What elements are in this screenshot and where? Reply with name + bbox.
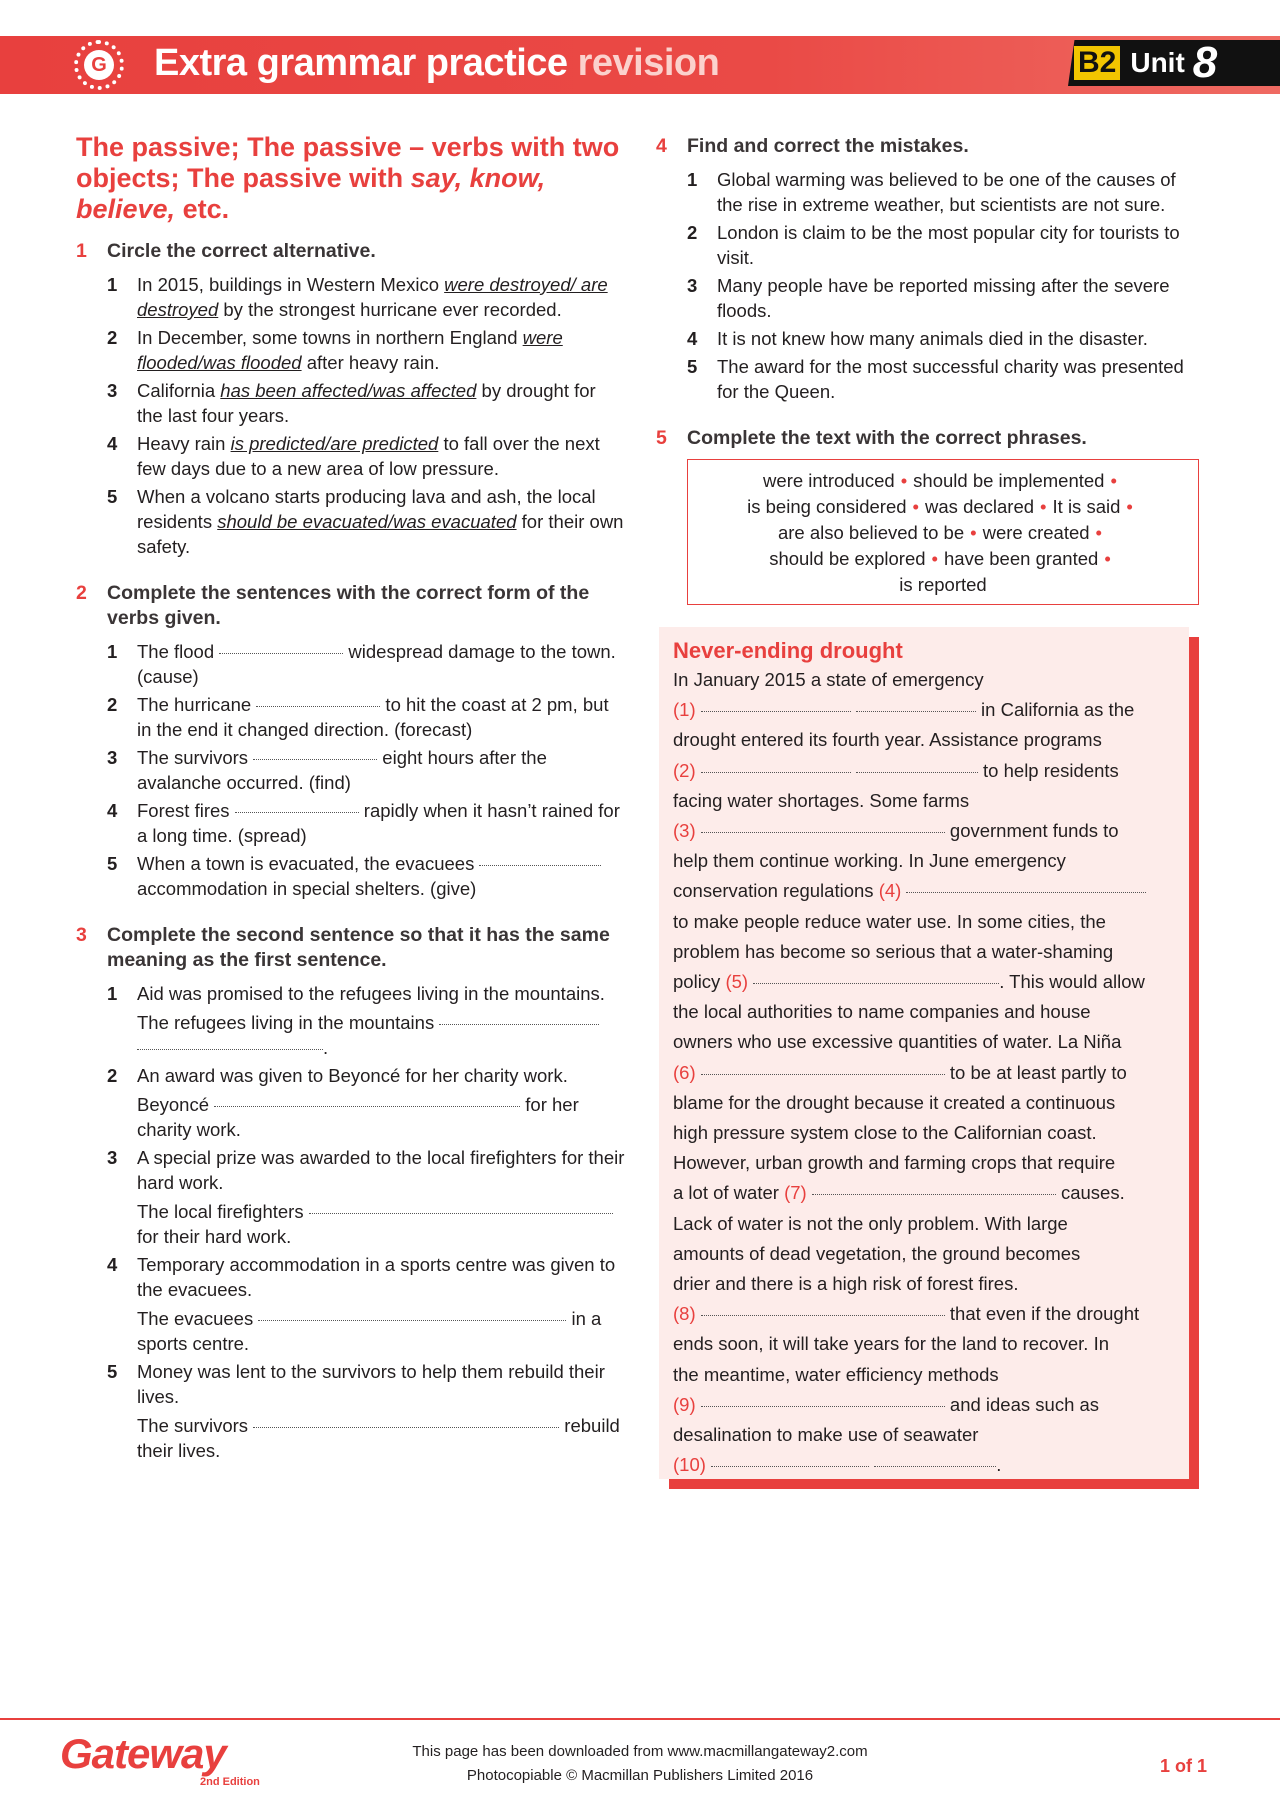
list-item: 3 A special prize was awarded to the local firefighters for their hard work. The local firefighters for their hard work. (107, 1147, 625, 1247)
task-heading: Complete the sentences with the correct form of the verbs given. (107, 582, 590, 629)
gap-2[interactable] (701, 772, 851, 773)
edition-label: 2nd Edition (200, 1776, 260, 1788)
right-column (656, 134, 1204, 1489)
alternative-choice[interactable]: were flooded/was flooded (137, 327, 563, 373)
list-item: 1 In 2015, buildings in Western Mexico were destroyed/ are destroyed by the strongest hurricane ever recorded. (107, 274, 608, 320)
task-heading: Complete the second sentence so that it has the same meaning as the first sentence. (107, 924, 610, 971)
list-item: 4 Heavy rain is predicted/are predicted to fall over the next few days due to a new area of low pressure. (107, 433, 600, 479)
answer-blank[interactable] (309, 1213, 613, 1214)
alternative-choice[interactable]: were destroyed/ are destroyed (137, 274, 608, 320)
left-column (76, 132, 626, 1485)
task-heading: Find and correct the mistakes. (687, 135, 969, 157)
phrase: are also believed to be (777, 522, 965, 543)
section-title: The passive; The passive – verbs with two objects; The passive with say, know, believe, etc. (76, 132, 620, 224)
task-3: 3 Complete the second sentence so that it has the same meaning as the first sentence. 1 Aid was promised to the refugees living in the mountains. The refugees living in the mountains . 2 An award was given to Beyoncé for her charity work. Beyoncé for her charity work. 3 A special prize was awarded to the local firefighters for their hard work. The local firefighters for their hard work. 4 Temporary accommodation in a sports centre was given to the evacuees. The evacuees in a sports centre. 5 Money was lent to the survivors to help them rebuild their lives. The survivors rebuild their lives. (76, 924, 625, 1461)
phrase: is being considered (747, 496, 907, 517)
gap-8[interactable] (701, 1315, 945, 1316)
phrase: should be implemented (913, 470, 1105, 491)
list-item: 5 The award for the most successful charity was presented for the Queen. (687, 356, 1184, 402)
list-item: 4 Temporary accommodation in a sports centre was given to the evacuees. The evacuees in a sports centre. (107, 1254, 616, 1354)
answer-blank[interactable] (253, 1427, 559, 1428)
answer-blank[interactable] (137, 1049, 323, 1050)
answer-blank[interactable] (439, 1024, 599, 1025)
phrase: should be explored (769, 548, 926, 569)
list-item: 3 Many people have be reported missing after the severe floods. (687, 275, 1170, 321)
answer-blank[interactable] (253, 759, 377, 760)
list-item: 4 It is not knew how many animals died in the disaster. (687, 328, 1148, 349)
phrase-box: were introduced • should be implemented • is being considered • was declared • It is said • are also believed to be • were created • should be explored • have been granted • is reported (687, 459, 1199, 605)
list-item: 1 Aid was promised to the refugees living in the mountains. The refugees living in the mountains . (107, 983, 605, 1058)
gateway-logo: Gateway (60, 1730, 226, 1777)
list-item: 2 In December, some towns in northern England were flooded/was flooded after heavy rain. (107, 327, 563, 373)
phrase: have been granted (944, 548, 1099, 569)
phrase: were created (982, 522, 1090, 543)
answer-blank[interactable] (235, 812, 359, 813)
gap-5[interactable] (753, 983, 999, 984)
gap-10[interactable] (711, 1466, 869, 1467)
reading-text-card (659, 627, 1199, 1489)
alternative-choice[interactable]: has been affected/was affected (220, 380, 477, 401)
level-badge: B2 (1074, 46, 1120, 80)
text-title: Never-ending drought (673, 638, 903, 663)
phrase: were introduced (763, 470, 895, 491)
phrase: was declared (925, 496, 1035, 517)
footer-copyright: This page has been downloaded from www.macmillangateway2.com Photocopiable © Macmillan Publishers Limited 2016 (412, 1743, 868, 1784)
answer-blank[interactable] (256, 706, 380, 707)
page-number: 1 of 1 (1160, 1756, 1208, 1776)
answer-blank[interactable] (214, 1106, 520, 1107)
list-item: 5 When a town is evacuated, the evacuees accommodation in special shelters. (give) (107, 851, 626, 901)
list-item: 1 The flood widespread damage to the town. (cause) (107, 641, 616, 687)
gap-4[interactable] (906, 892, 1146, 893)
footer-divider (0, 1718, 1280, 1720)
list-item: 1 Global warming was believed to be one of the causes of the rise in extreme weather, but scientists are not sure. (687, 169, 1176, 215)
task-heading: Complete the text with the correct phrases. (687, 427, 1087, 449)
task-4: 4 Find and correct the mistakes. 1 Global warming was believed to be one of the causes of the rise in extreme weather, but scientists are not sure. 2 London is claim to be the most popular city for tourists to visit. 3 Many people have be reported missing after the severe floods. 4 It is not knew how many animals died in the disaster. 5 The award for the most successful charity was presented for the Queen. (656, 134, 1204, 404)
answer-blank[interactable] (258, 1320, 566, 1321)
gap-6[interactable] (701, 1074, 945, 1075)
gap-9[interactable] (701, 1406, 945, 1407)
grammar-badge-icon: G (74, 40, 124, 90)
alternative-choice[interactable]: is predicted/are predicted (230, 433, 439, 454)
text-body: In January 2015 a state of emergency (1) in California as the drought entered its fourth year. Assistance programs (2) to help residents facing water shortages. Some farms (3) government funds to help them continue working. In June emergency conservation regulations (4) to make people reduce water use. In some cities, the problem has become so serious that a water-shaming policy (5) . This would allow the local authorities to name companies and house owners who use excessive quantities of water. La Niña (6) to be at least partly to blame for the drought because it created a continuous high pressure system close to the Californian coast. However, urban growth and farming crops that require a lot of water (7) causes. Lack of water is not the only problem. With large amounts of dead vegetation, the ground becomes drier and there is a high risk of forest fires. (8) that even if the drought ends soon, it will take years for the land to recover. In the meantime, water efficiency methods (9) and ideas such as desalination to make use of seawater (10) . (673, 669, 1145, 1476)
task-5: 5 Complete the text with the correct phrases. were introduced • should be implemented • is being considered • was declared • It is said • are also believed to be • were created • should be explored • have been granted • is reported Never-ending drought In January 2015 a state of emergency (1) in California as the drought entered its fourth year. Assistance programs (2) to help residents facing water shortages. Some farms (3) government funds to help them continue working. In June emergency conservation regulations (4) to make people reduce water use. In some cities, the problem has become so serious that a water-shaming policy (5) . This would allow the local authorities to name companies and house owners who use excessive quantities of water. La Niña (6) to be at least partly to blame for the drought because it created a continuous high pressure system close to the Californian coast. However, urban growth and farming crops that require a lot of water (7) causes. Lack of water is not the only problem. With large amounts of dead vegetation, the ground becomes drier and there is a high risk of forest fires. (8) that even if the drought ends soon, it will take years for the land to recover. In the meantime, water efficiency methods (9) and ideas such as desalination to make use of seawater (10) . (656, 426, 1204, 1489)
task-heading: Circle the correct alternative. (107, 240, 376, 262)
page-title: Extra grammar practice revision (154, 42, 720, 84)
list-item: 2 London is claim to be the most popular city for tourists to visit. (687, 222, 1180, 268)
list-item: 5 Money was lent to the survivors to help them rebuild their lives. The survivors rebuild their lives. (107, 1361, 620, 1461)
gap-7[interactable] (812, 1194, 1056, 1195)
unit-label: B2 Unit 8 (1074, 40, 1217, 86)
task-2: 2 Complete the sentences with the correct form of the verbs given. 1 The flood widespread damage to the town. (cause) 2 The hurricane to hit the coast at 2 pm, but in the end it changed direction. (forecast) 3 The survivors eight hours after the avalanche occurred. (find) 4 Forest fires rapidly when it hasn’t rained for a long time. (spread) 5 When a town is evacuated, the evacuees accommodation in special shelters. (give) (76, 581, 626, 901)
answer-blank[interactable] (219, 653, 343, 654)
answer-blank[interactable] (479, 865, 601, 866)
list-item: 5 When a volcano starts producing lava and ash, the local residents should be evacuated/was evacuated for their own safety. (107, 486, 624, 557)
gap-3[interactable] (701, 832, 945, 833)
phrase: It is said (1052, 496, 1121, 517)
alternative-choice[interactable]: should be evacuated/was evacuated (217, 511, 517, 532)
unit-number: 8 (1192, 38, 1218, 87)
task-1: 1 Circle the correct alternative. 1 In 2015, buildings in Western Mexico were destroyed/ are destroyed by the strongest hurricane ever recorded. 2 In December, some towns in northern England were flooded/was flooded after heavy rain. 3 California has been affected/was affected by drought for the last four years. 4 Heavy rain is predicted/are predicted to fall over the next few days due to a new area of low pressure. 5 When a volcano starts producing lava and ash, the local residents should be evacuated/was evacuated for their own safety. (76, 239, 626, 559)
list-item: 4 Forest fires rapidly when it hasn’t rained for a long time. (spread) (107, 800, 620, 846)
header-banner (0, 36, 1280, 94)
gap-1[interactable] (701, 711, 851, 712)
list-item: 2 An award was given to Beyoncé for her charity work. Beyoncé for her charity work. (107, 1065, 579, 1140)
list-item: 3 The survivors eight hours after the avalanche occurred. (find) (107, 747, 547, 793)
list-item: 3 California has been affected/was affected by drought for the last four years. (107, 380, 596, 426)
phrase: is reported (899, 574, 987, 595)
list-item: 2 The hurricane to hit the coast at 2 pm, but in the end it changed direction. (forecast) (107, 694, 609, 740)
